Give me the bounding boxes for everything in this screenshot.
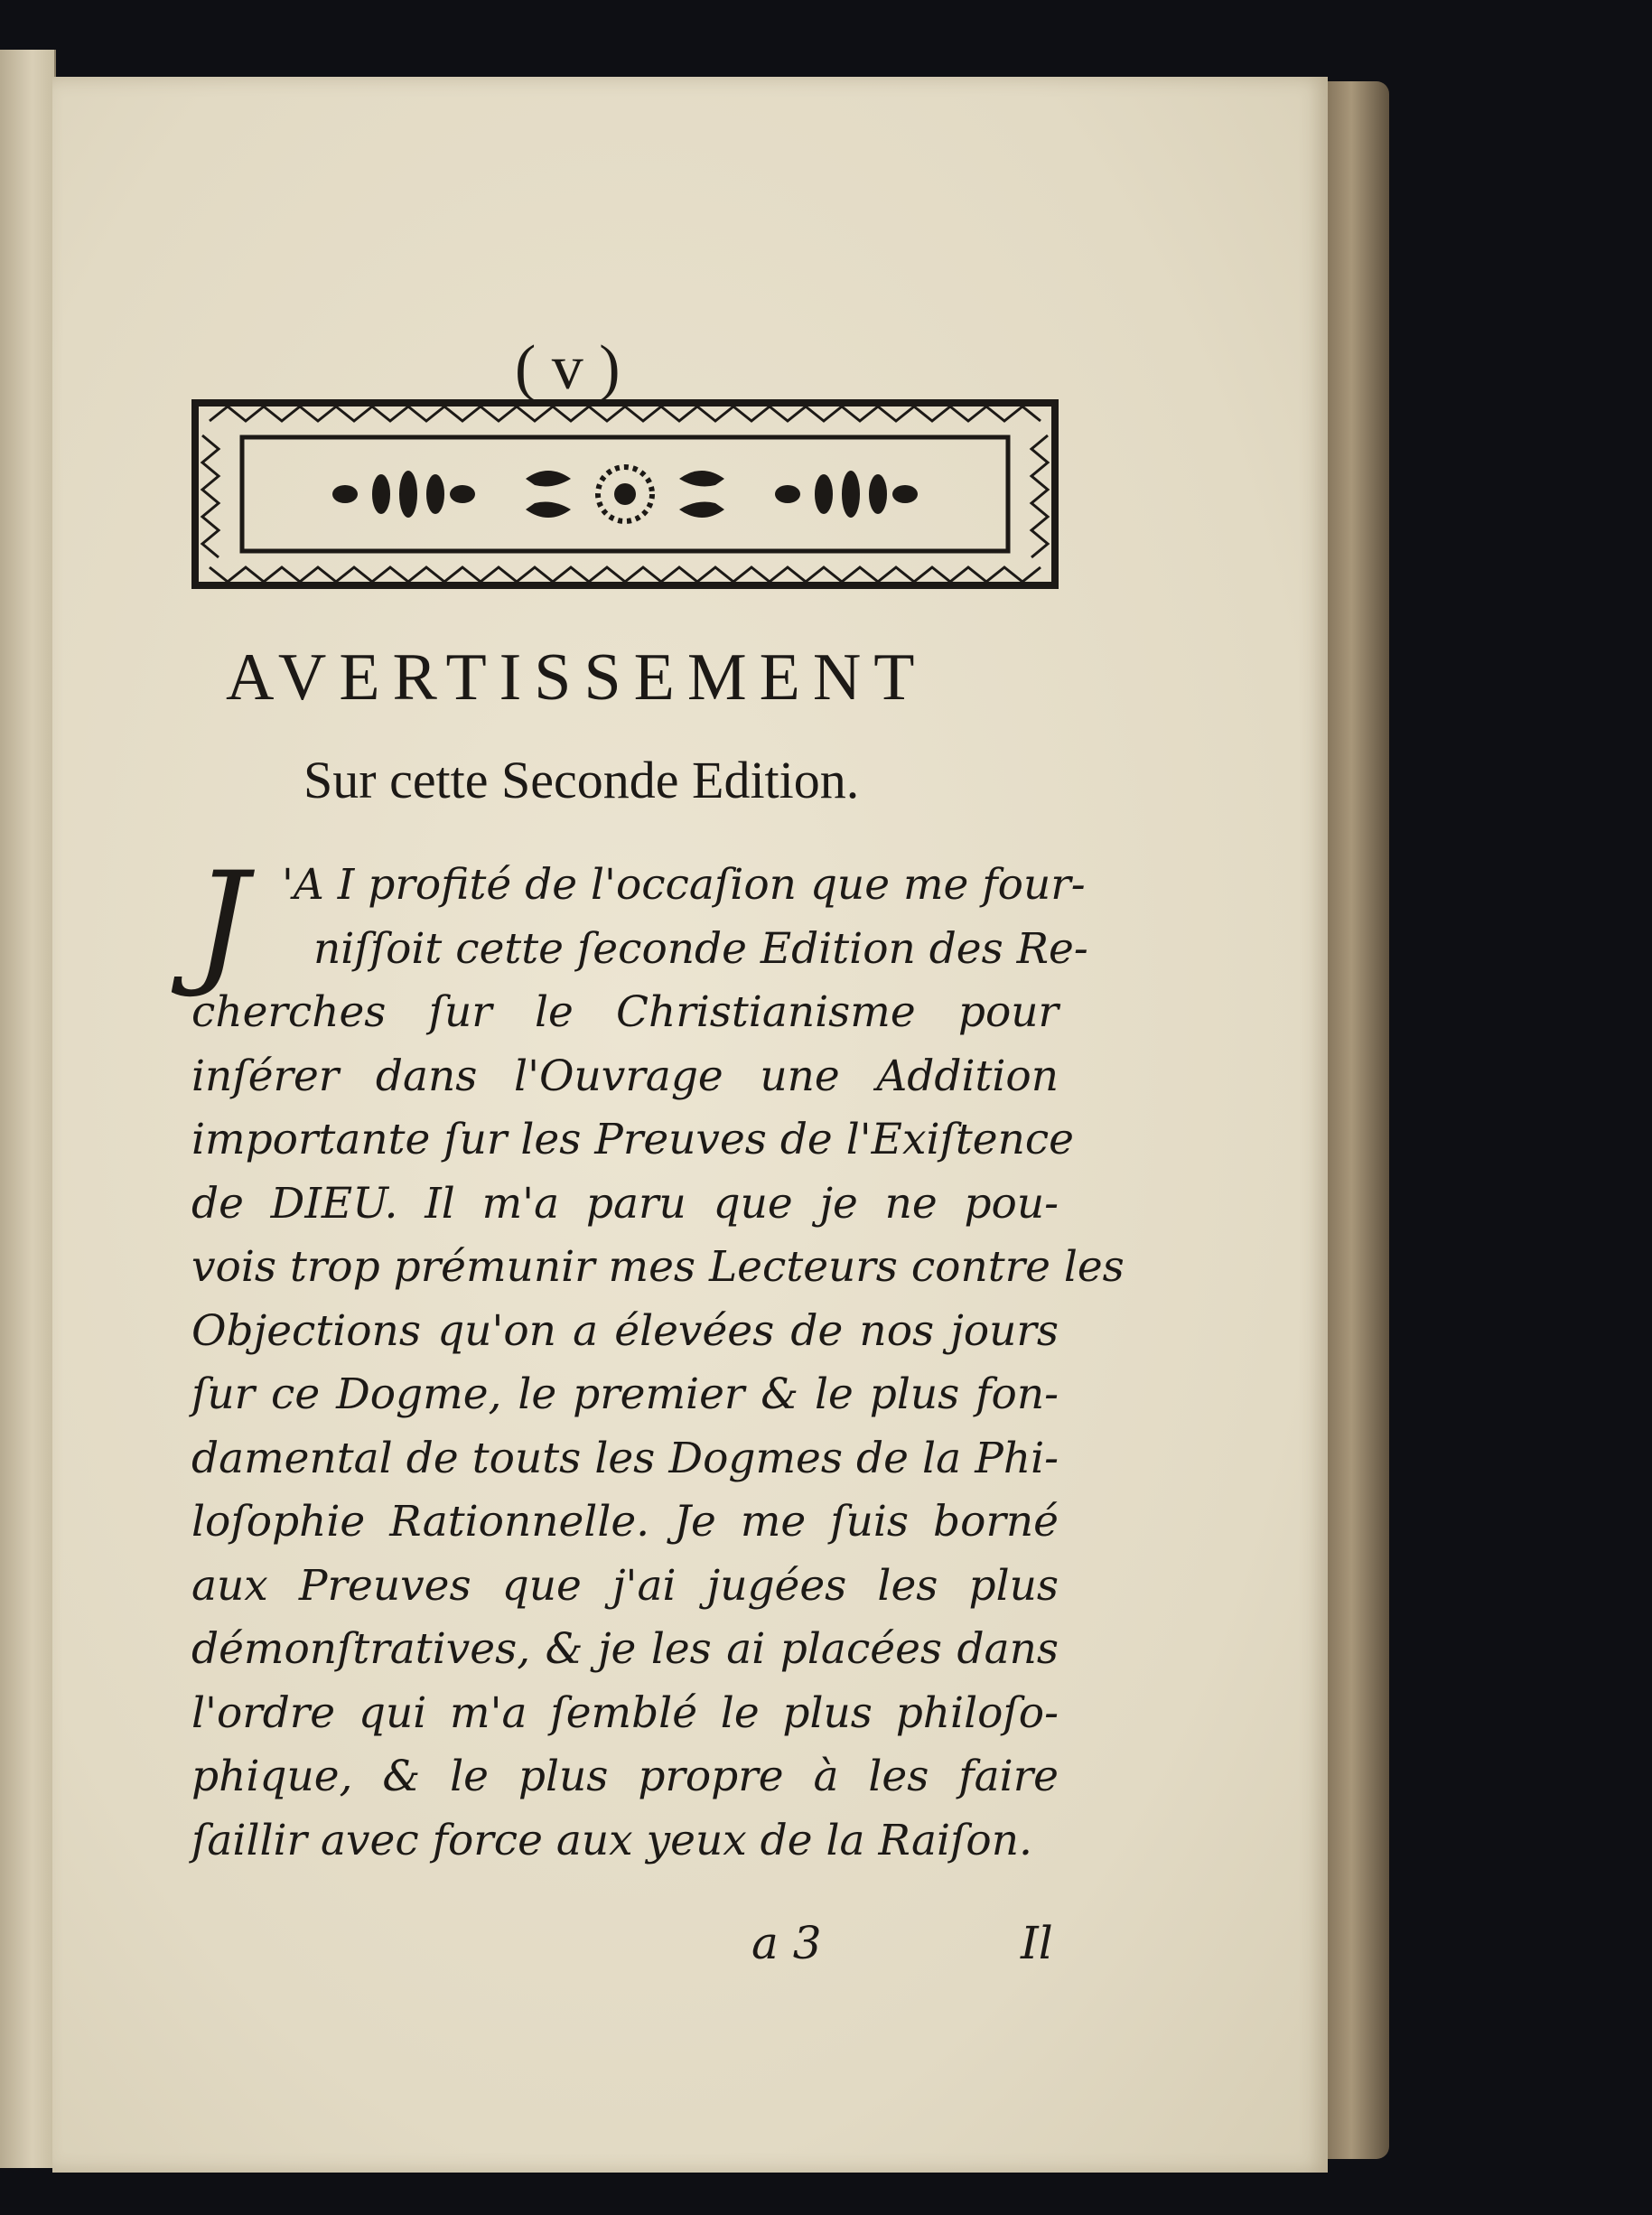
text-line: démonſtratives, & je les ai placées dans: [191, 1624, 1059, 1674]
text-line: importante ſur les Preuves de l'Exiſtence: [191, 1115, 1074, 1164]
drop-cap: J: [194, 844, 249, 1001]
text-line: l'ordre qui m'a ſemblé le plus philoſo-: [191, 1687, 1059, 1738]
text-line: ſur ce Dogme, le premier & le plus fon-: [191, 1369, 1059, 1419]
text-line: ſaillir avec force aux yeux de la Raiſon.: [191, 1815, 1032, 1865]
text-line: loſophie Rationnelle. Je me ſuis borné: [191, 1497, 1059, 1547]
text-line: niſſoit cette ſeconde Edition des Re-: [313, 923, 1088, 974]
text-line: aux Preuves que j'ai jugées les plus: [191, 1560, 1059, 1611]
page-subtitle: Sur cette Seconde Edition.: [303, 751, 860, 809]
fleuron-right-icon: [775, 471, 918, 518]
catchword: Il: [1021, 1917, 1053, 1969]
text-line: inſérer dans l'Ouvrage une Addition: [191, 1051, 1059, 1101]
text-line: cherches ſur le Christianisme pour: [191, 987, 1059, 1037]
page-title: AVERTISSEMENT: [226, 640, 928, 715]
fleuron-scroll-left-icon: [526, 471, 571, 518]
headpiece-border-pattern-bottom: [210, 567, 1041, 582]
text-line: damental de touts les Dogmes de la Phi-: [191, 1433, 1059, 1483]
facing-page-edge: [0, 50, 56, 2168]
text-line: Objections qu'on a élevées de nos jours: [191, 1305, 1059, 1356]
book-binding: [1321, 81, 1389, 2159]
headpiece-border-pattern-top: [210, 407, 1041, 421]
fleuron-left-icon: [332, 471, 475, 518]
signature-mark: a 3: [751, 1917, 822, 1969]
ornamental-headpiece: [191, 399, 1059, 589]
text-line: phique, & le plus propre à les faire: [191, 1752, 1059, 1801]
text-line: de DIEU. Il m'a paru que je ne pou-: [191, 1178, 1059, 1229]
fleuron-scroll-right-icon: [679, 471, 724, 518]
text-line: 'A I profité de l'occaſion que me four-: [282, 860, 1086, 910]
body-text: [191, 844, 1125, 1873]
rosette-icon: [598, 467, 652, 521]
text-line: vois trop prémunir mes Lecteurs contre les: [191, 1242, 1125, 1292]
